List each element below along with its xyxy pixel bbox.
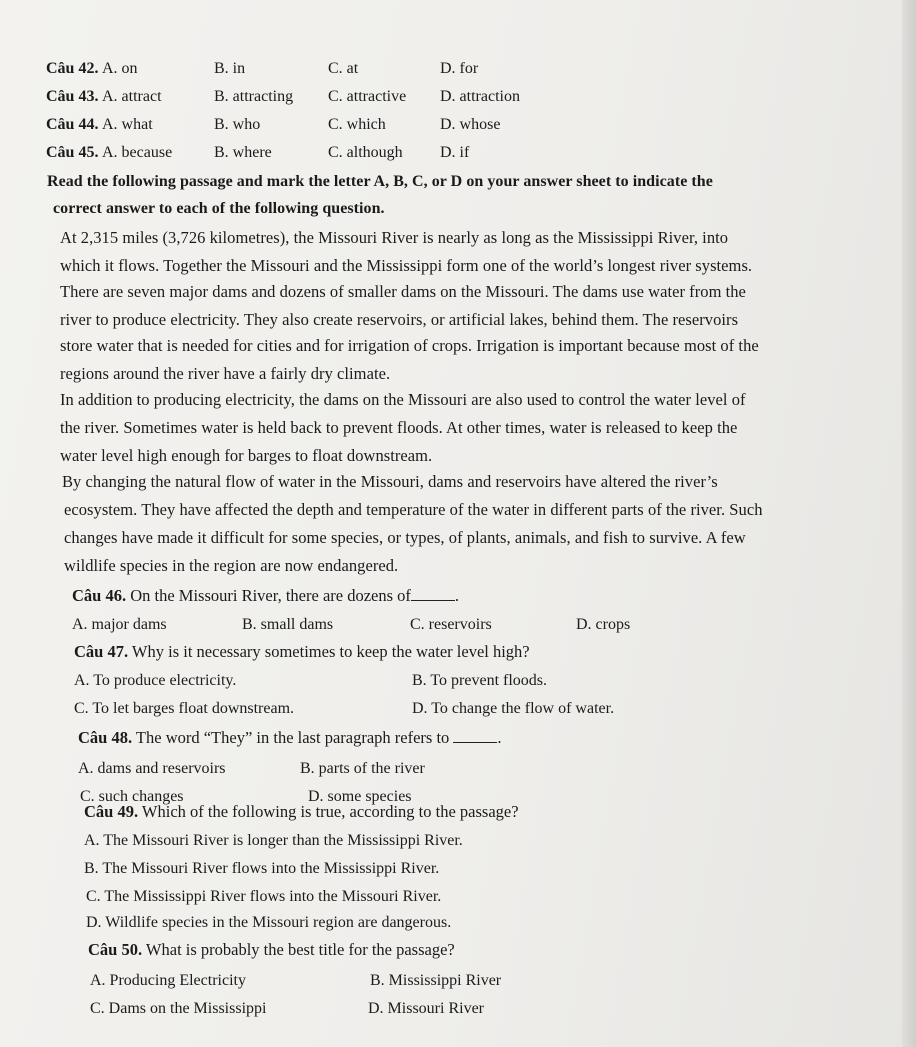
question-number: Câu 47.: [74, 642, 129, 661]
option-d: D. if: [440, 144, 470, 161]
option-c: C. attractive: [328, 88, 407, 105]
option-d: D. whose: [440, 116, 501, 133]
question-number: Câu 46.: [72, 586, 127, 605]
question-text: The word “They” in the last paragraph refers to: [135, 728, 450, 747]
question-46: [72, 586, 459, 606]
question-number: Câu 49.: [84, 802, 139, 821]
option-c: C. reservoirs: [410, 616, 492, 633]
passage-line: ecosystem. They have affected the depth and temperature of the water in different parts of the river. Such: [64, 500, 763, 519]
option-c: C. The Mississippi River flows into the Missouri River.: [86, 888, 442, 905]
question-number: Câu 43.: [46, 88, 99, 105]
option-b: B. small dams: [242, 616, 334, 633]
instruction-line-2: correct answer to each of the following question.: [53, 200, 385, 217]
question-47: [74, 642, 530, 662]
question-end: .: [497, 728, 502, 747]
question-text: Why is it necessary sometimes to keep the water level high?: [131, 642, 530, 661]
option-a: A. what: [102, 116, 153, 133]
question-48: [78, 728, 502, 748]
passage-line: store water that is needed for cities and for irrigation of crops. Irrigation is important because most of the: [60, 336, 759, 355]
option-b: B. who: [214, 116, 261, 133]
question-text: What is probably the best title for the passage?: [145, 940, 455, 959]
passage-line: water level high enough for barges to float downstream.: [60, 446, 433, 465]
option-d: D. Missouri River: [368, 1000, 484, 1017]
question-number: Câu 45.: [46, 144, 99, 161]
option-a: A. attract: [102, 88, 162, 105]
option-b: B. To prevent floods.: [412, 672, 548, 689]
passage-line: By changing the natural flow of water in the Missouri, dams and reservoirs have altered the river’s: [62, 472, 718, 491]
option-c: C. such changes: [80, 788, 184, 805]
option-a: A. dams and reservoirs: [78, 760, 226, 777]
option-d: D. some species: [308, 788, 412, 805]
passage-line: which it flows. Together the Missouri and the Mississippi form one of the world’s longest river systems.: [60, 256, 753, 275]
option-c: C. To let barges float downstream.: [74, 700, 295, 717]
passage-line: regions around the river have a fairly dry climate.: [60, 364, 391, 383]
option-b: B. Mississippi River: [370, 972, 502, 989]
option-d: D. To change the flow of water.: [412, 700, 615, 717]
passage-line: In addition to producing electricity, the dams on the Missouri are also used to control the water level of: [60, 390, 746, 409]
option-b: B. parts of the river: [300, 760, 425, 777]
instruction-line-1: Read the following passage and mark the letter A, B, C, or D on your answer sheet to indicate the: [47, 173, 713, 190]
question-49: [84, 802, 519, 822]
passage-line: At 2,315 miles (3,726 kilometres), the Missouri River is nearly as long as the Mississippi River, into: [60, 228, 729, 247]
question-number: Câu 48.: [78, 728, 133, 747]
option-d: D. for: [440, 60, 479, 77]
question-text: On the Missouri River, there are dozens of: [130, 586, 411, 605]
option-a: A. major dams: [72, 616, 167, 633]
option-a: A. The Missouri River is longer than the Mississippi River.: [84, 832, 463, 849]
option-a: A. on: [102, 60, 138, 77]
answer-blank: [453, 730, 497, 743]
option-c: C. although: [328, 144, 403, 161]
option-b: B. in: [214, 60, 246, 77]
option-d: D. crops: [576, 616, 631, 633]
page-edge-shadow: [902, 0, 916, 1047]
option-c: C. at: [328, 60, 359, 77]
option-d: D. Wildlife species in the Missouri region are dangerous.: [86, 914, 452, 931]
question-50: [88, 940, 455, 960]
option-c: C. Dams on the Mississippi: [90, 1000, 267, 1017]
answer-blank: [411, 588, 455, 601]
option-a: A. Producing Electricity: [90, 972, 246, 989]
passage-line: changes have made it difficult for some species, or types, of plants, animals, and fish to survive. A few: [64, 528, 746, 547]
passage-line: river to produce electricity. They also create reservoirs, or artificial lakes, behind them. The reservoirs: [60, 310, 739, 329]
passage-line: the river. Sometimes water is held back to prevent floods. At other times, water is released to keep the: [60, 418, 738, 437]
option-c: C. which: [328, 116, 386, 133]
passage-line: wildlife species in the region are now endangered.: [64, 556, 399, 575]
question-number: Câu 50.: [88, 940, 143, 959]
question-text: Which of the following is true, according to the passage?: [141, 802, 519, 821]
option-d: D. attraction: [440, 88, 520, 105]
question-end: .: [454, 586, 460, 605]
question-number: Câu 42.: [46, 60, 99, 77]
option-a: A. To produce electricity.: [74, 672, 237, 689]
option-b: B. attracting: [214, 88, 294, 105]
option-b: B. The Missouri River flows into the Mississippi River.: [84, 860, 440, 877]
passage-line: There are seven major dams and dozens of smaller dams on the Missouri. The dams use water from the: [60, 282, 746, 301]
question-number: Câu 44.: [46, 116, 99, 133]
option-b: B. where: [214, 144, 272, 161]
option-a: A. because: [102, 144, 173, 161]
